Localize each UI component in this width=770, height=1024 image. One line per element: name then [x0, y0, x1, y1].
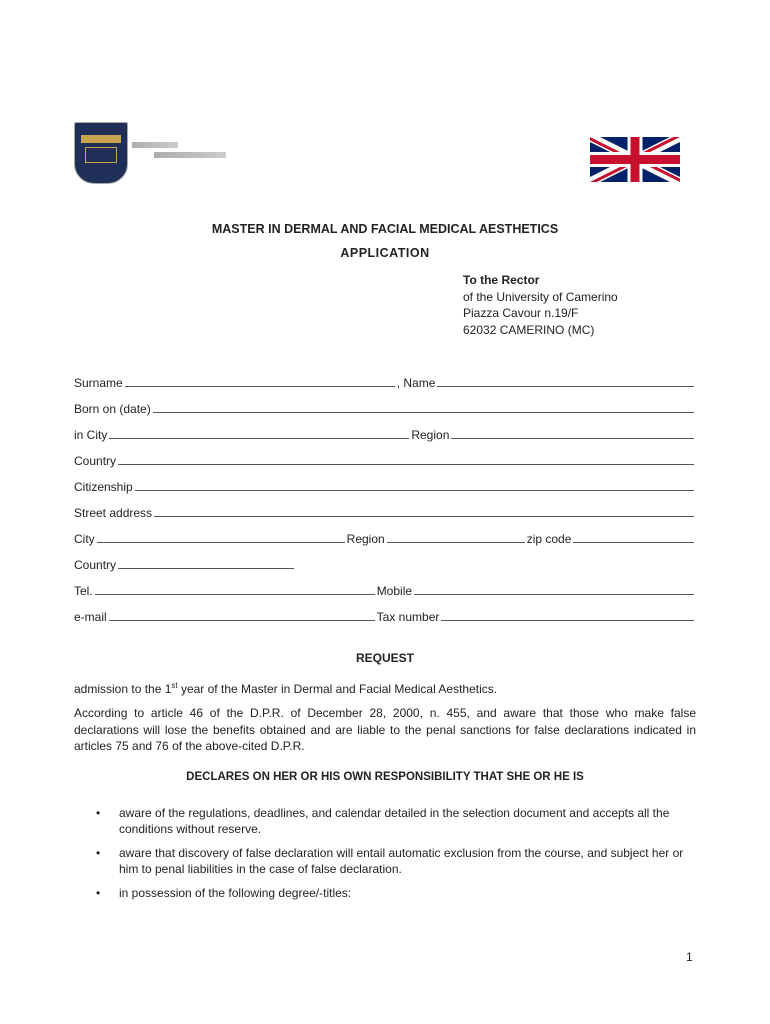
- tax-number-label: Tax number: [376, 610, 440, 624]
- bullet-icon: •: [96, 886, 101, 900]
- name-field[interactable]: [437, 386, 694, 387]
- surname-label: Surname: [74, 376, 123, 390]
- street-address-field[interactable]: [154, 516, 694, 517]
- form-row-city-region: [74, 416, 696, 442]
- uk-flag-icon[interactable]: [590, 137, 680, 182]
- email-field[interactable]: [109, 620, 375, 621]
- article-text: According to article 46 of the D.P.R. of December 28, 2000, n. 455, and aware that those who make false declarations will lose the benefits obtained and are liable to the penal sanctions for false declarations indicated in articles 75 and 76 of the above-cited D.P.R.: [74, 706, 696, 753]
- university-wordmark: [132, 142, 232, 162]
- region2-field[interactable]: [387, 542, 525, 543]
- request-heading: REQUEST: [355, 651, 414, 665]
- bullet-icon: •: [96, 806, 101, 820]
- mobile-field[interactable]: [414, 594, 694, 595]
- address-to: To the Rector: [463, 273, 540, 287]
- bullet-icon: •: [96, 846, 101, 860]
- address-line-1: of the University of Camerino: [463, 289, 618, 304]
- list-item: • aware that discovery of false declaration will entail automatic exclusion from the course, and subject her or him to penal liabilities in the case of false declaration.: [96, 846, 684, 876]
- tel-label: Tel.: [74, 584, 93, 598]
- surname-field[interactable]: [125, 386, 395, 387]
- city-field[interactable]: [97, 542, 345, 543]
- applicant-form: [74, 364, 696, 624]
- form-row-surname-name: [74, 364, 696, 390]
- list-item: • in possession of the following degree/-titles:: [96, 886, 352, 900]
- region-label: Region: [411, 428, 450, 442]
- form-row-country2: [74, 546, 696, 572]
- form-row-street: [74, 494, 696, 520]
- in-city-label: in City: [74, 428, 108, 442]
- list-item: • aware of the regulations, deadlines, and calendar detailed in the selection document and accepts all the conditions without reserve.: [96, 806, 670, 836]
- city-label: City: [74, 532, 95, 546]
- declares-heading: DECLARES ON HER OR HIS OWN RESPONSIBILITY THAT SHE OR HE IS: [186, 771, 584, 783]
- region2-label: Region: [346, 532, 385, 546]
- country-label: Country: [74, 454, 117, 468]
- in-city-field[interactable]: [109, 438, 409, 439]
- form-row-phone: [74, 572, 696, 598]
- document-subtitle: APPLICATION: [340, 246, 430, 260]
- country2-field[interactable]: [118, 568, 294, 569]
- recipient-address: [463, 272, 618, 338]
- declarations-list: [74, 805, 696, 909]
- address-line-3: 62032 CAMERINO (MC): [463, 322, 595, 337]
- form-row-city-zip: [74, 520, 696, 546]
- country-field[interactable]: [118, 464, 694, 465]
- university-crest-icon: [74, 122, 128, 184]
- zip-code-field[interactable]: [573, 542, 694, 543]
- mobile-label: Mobile: [376, 584, 413, 598]
- form-row-born: [74, 390, 696, 416]
- born-on-field[interactable]: [153, 412, 694, 413]
- citizenship-label: Citizenship: [74, 480, 133, 494]
- tax-number-field[interactable]: [441, 620, 694, 621]
- email-label: e-mail: [74, 610, 107, 624]
- form-row-country: [74, 442, 696, 468]
- page-number: 1: [686, 950, 693, 964]
- tel-field[interactable]: [95, 594, 375, 595]
- admission-text: admission to the 1st year of the Master in Dermal and Facial Medical Aesthetics.: [74, 681, 498, 696]
- zip-code-label: zip code: [526, 532, 572, 546]
- form-row-citizenship: [74, 468, 696, 494]
- address-line-2: Piazza Cavour n.19/F: [463, 306, 579, 320]
- document-title: MASTER IN DERMAL AND FACIAL MEDICAL AESTHETICS: [211, 222, 559, 236]
- form-row-email-tax: [74, 598, 696, 624]
- citizenship-field[interactable]: [135, 490, 694, 491]
- region-field[interactable]: [451, 438, 694, 439]
- admission-superscript: st: [171, 681, 178, 690]
- university-logo: [74, 122, 234, 184]
- street-address-label: Street address: [74, 506, 153, 520]
- name-label: , Name: [396, 376, 436, 390]
- born-on-label: Born on (date): [74, 402, 151, 416]
- country2-label: Country: [74, 558, 117, 572]
